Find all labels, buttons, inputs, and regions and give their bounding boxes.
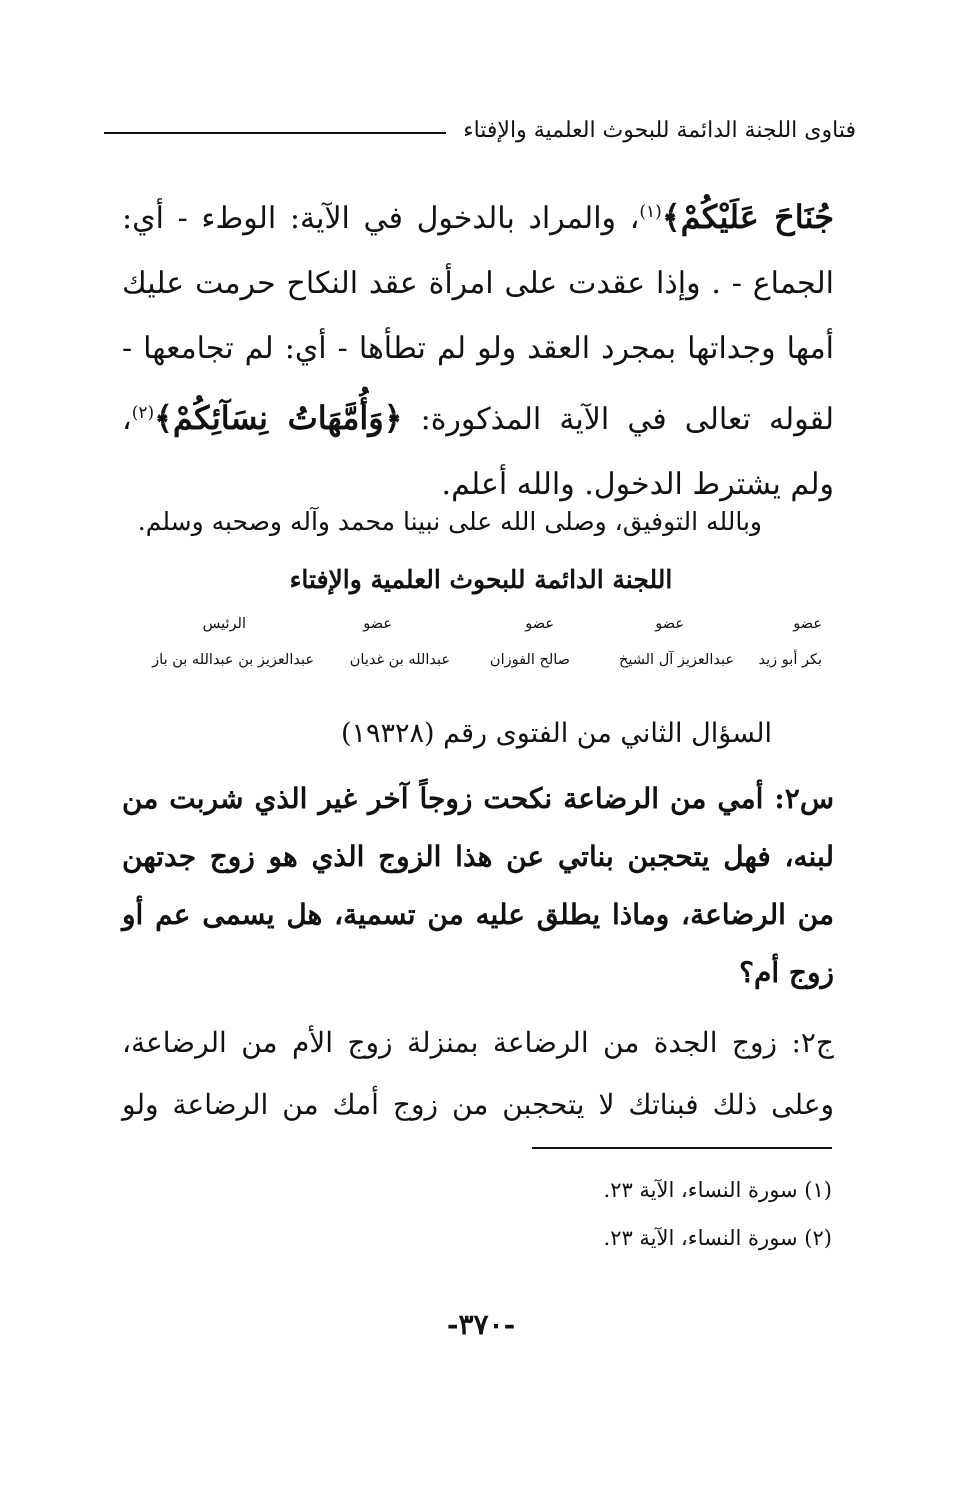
quran-verse-1: جُنَاحَ عَلَيْكُمْ﴾: [661, 198, 834, 236]
signature-name: عبدالعزيز آل الشيخ: [618, 652, 734, 668]
header-rule: [104, 132, 446, 134]
question-heading: السؤال الثاني من الفتوى رقم (١٩٣٢٨): [340, 718, 772, 749]
paragraph-text-1: ، والمراد بالدخول في الآية: الوطء - أي: الجماع - . وإذا عقدت على امرأة عقد النكاح حرمت عليك أمها وجداتها بمجرد العقد ولو لم تطأها - أي: لم تجامعها - لقوله تعالى في الآية المذكورة:: [122, 201, 835, 437]
signature-roles-row: [132, 616, 822, 640]
signature-role: عضو: [363, 616, 392, 632]
footnote-2: (٢) سورة النساء، الآية ٢٣.: [603, 1226, 832, 1250]
signature-name: صالح الفوزان: [489, 652, 570, 668]
signature-name: عبدالله بن غديان: [349, 652, 450, 668]
signature-role-chairman: الرئيس: [202, 616, 246, 632]
signature-name-chairman: عبدالعزيز بن عبدالله بن باز: [152, 652, 314, 668]
footnote-rule: [532, 1147, 832, 1149]
page-number: -٣٧٠-: [446, 1308, 516, 1341]
question-text: س٢: أمي من الرضاعة نكحت زوجاً آخر غير الذي شربت من لبنه، فهل يتحجبن بناتي عن هذا الزوج الذي هو زوج جدتهن من الرضاعة، وماذا يطلق عليه من تسمية، هل يسمى عم أو زوج أم؟: [122, 782, 834, 989]
signature-name: بكر أبو زيد: [758, 652, 822, 668]
footnote-ref-1: (١): [639, 202, 662, 222]
committee-title: اللجنة الدائمة للبحوث العلمية والإفتاء: [289, 565, 673, 594]
closing-formula: وبالله التوفيق، وصلى الله على نبينا محمد وآله وصحبه وسلم.: [137, 507, 762, 536]
signature-role: عضو: [793, 616, 822, 632]
signature-role: عضو: [655, 616, 684, 632]
fatwa-answer-paragraph: [122, 180, 834, 517]
footnote-ref-2: (٢): [131, 403, 155, 423]
signature-role: عضو: [525, 616, 554, 632]
answer-text: ج٢: زوج الجدة من الرضاعة بمنزلة زوج الأم من الرضاعة، وعلى ذلك فبناتك لا يتحجبن من زوج أمك من الرضاعة ولو: [122, 1026, 834, 1121]
footnote-1: (١) سورة النساء، الآية ٢٣.: [603, 1178, 832, 1202]
signature-names-row: [132, 652, 822, 676]
quran-verse-2: ﴿وَأُمَّهَاتُ نِسَآئِكُمْ﴾: [154, 399, 403, 437]
running-header: فتاوى اللجنة الدائمة للبحوث العلمية والإفتاء: [463, 118, 856, 143]
paragraph-text-2: ، ولم يشترط الدخول. والله أعلم.: [122, 402, 834, 502]
